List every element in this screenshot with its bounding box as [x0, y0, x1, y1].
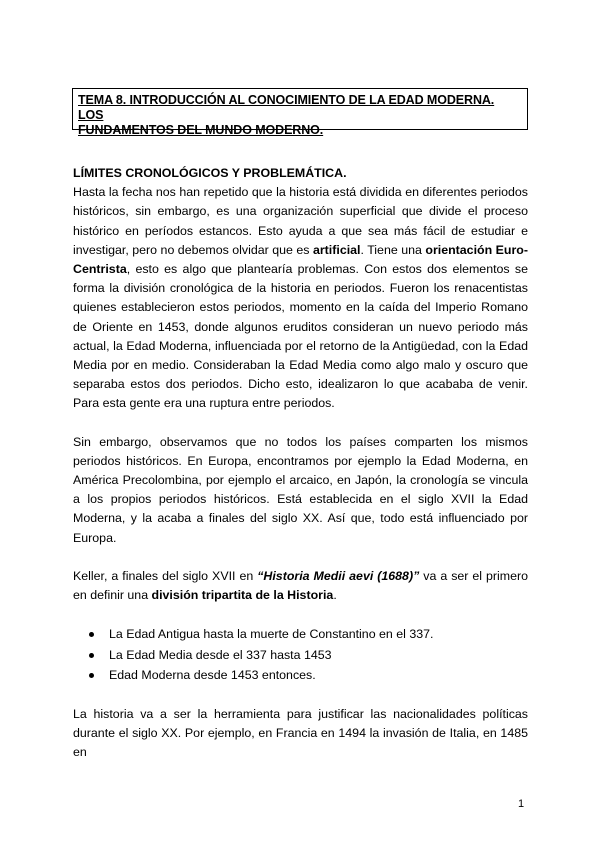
- list-item: Edad Moderna desde 1453 entonces.: [73, 666, 528, 687]
- period-list: [73, 625, 528, 687]
- paragraph-1-bold-orientacion: orientación Euro-Centrista: [73, 242, 528, 276]
- list-item: La Edad Media desde el 337 hasta 1453: [73, 646, 528, 667]
- list-item: La Edad Antigua hasta la muerte de Constantino en el 337.: [73, 625, 528, 646]
- paragraph-3-bold-division: división tripartita de la Historia: [151, 588, 334, 603]
- paragraph-4: La historia va a ser la herramienta para justificar las nacionalidades políticas durante el siglo XX. Por ejemplo, en Francia en 1494 la invasión de Italia, en 1485 en: [73, 706, 528, 760]
- document-body: [73, 164, 528, 762]
- paragraph-2: Sin embargo, observamos que no todos los países comparten los mismos periodos históricos. En Europa, encontramos por ejemplo la Edad Moderna, en América Precolombina, por ejemplo el arcaico, en Japón, la cronología se vincula a los propios periodos históricos. Está establecida en el siglo XVII la Edad Moderna, y la acaba a finales del siglo XX. Así que, todo está influenciado por Europa.: [73, 434, 528, 545]
- paragraph-1-bold-artificial: artificial: [312, 242, 361, 257]
- title-line-1: TEMA 8. INTRODUCCIÓN AL CONOCIMIENTO DE LA EDAD MODERNA. LOS: [78, 93, 495, 122]
- paragraph-1-text-b: . Tiene una: [360, 242, 426, 257]
- paragraph-1-text-a: Hasta la fecha nos han repetido que la historia está dividida en diferentes periodos históricos, sin embargo, es una organización superficial que divide el proceso histórico en períodos estancos. Esto ayuda a que sea más fácil de estudiar e investigar, pero no debemos olvidar que es: [73, 185, 528, 257]
- paragraph-3-text-c: .: [333, 588, 337, 603]
- paragraph-3-text-a: Keller, a finales del siglo XVII en: [73, 568, 258, 583]
- paragraph-1: [73, 183, 528, 413]
- title-line-2: FUNDAMENTOS DEL MUNDO MODERNO.: [78, 123, 324, 137]
- paragraph-3-text-b: va a ser el primero en definir una: [73, 568, 529, 603]
- section-heading: LÍMITES CRONOLÓGICOS Y PROBLEMÁTICA.: [73, 166, 347, 180]
- paragraph-3: [73, 567, 528, 605]
- page-number: 1: [518, 798, 525, 810]
- paragraph-1-text-c: , esto es algo que plantearía problemas. Con estos dos elementos se forma la división cronológica de la historia en periodos. Fueron los renacentistas quienes establecieron estos periodos, momento en la caída del Imperio Romano de Oriente en 1453, donde algunos eruditos consideran un nuevo periodo más actual, la Edad Moderna, influenciada por el retorno de la Antigüedad, con la Edad Media por en medio. Consideraban la Edad Media como algo malo y oscuro que separaba estos dos periodos. Dicho esto, idealizaron lo que acababa de venir. Para esta gente era una ruptura entre periodos.: [73, 262, 528, 411]
- title-box: [72, 88, 528, 137]
- paragraph-3-book-title: “Historia Medii aevi (1688)”: [257, 568, 420, 583]
